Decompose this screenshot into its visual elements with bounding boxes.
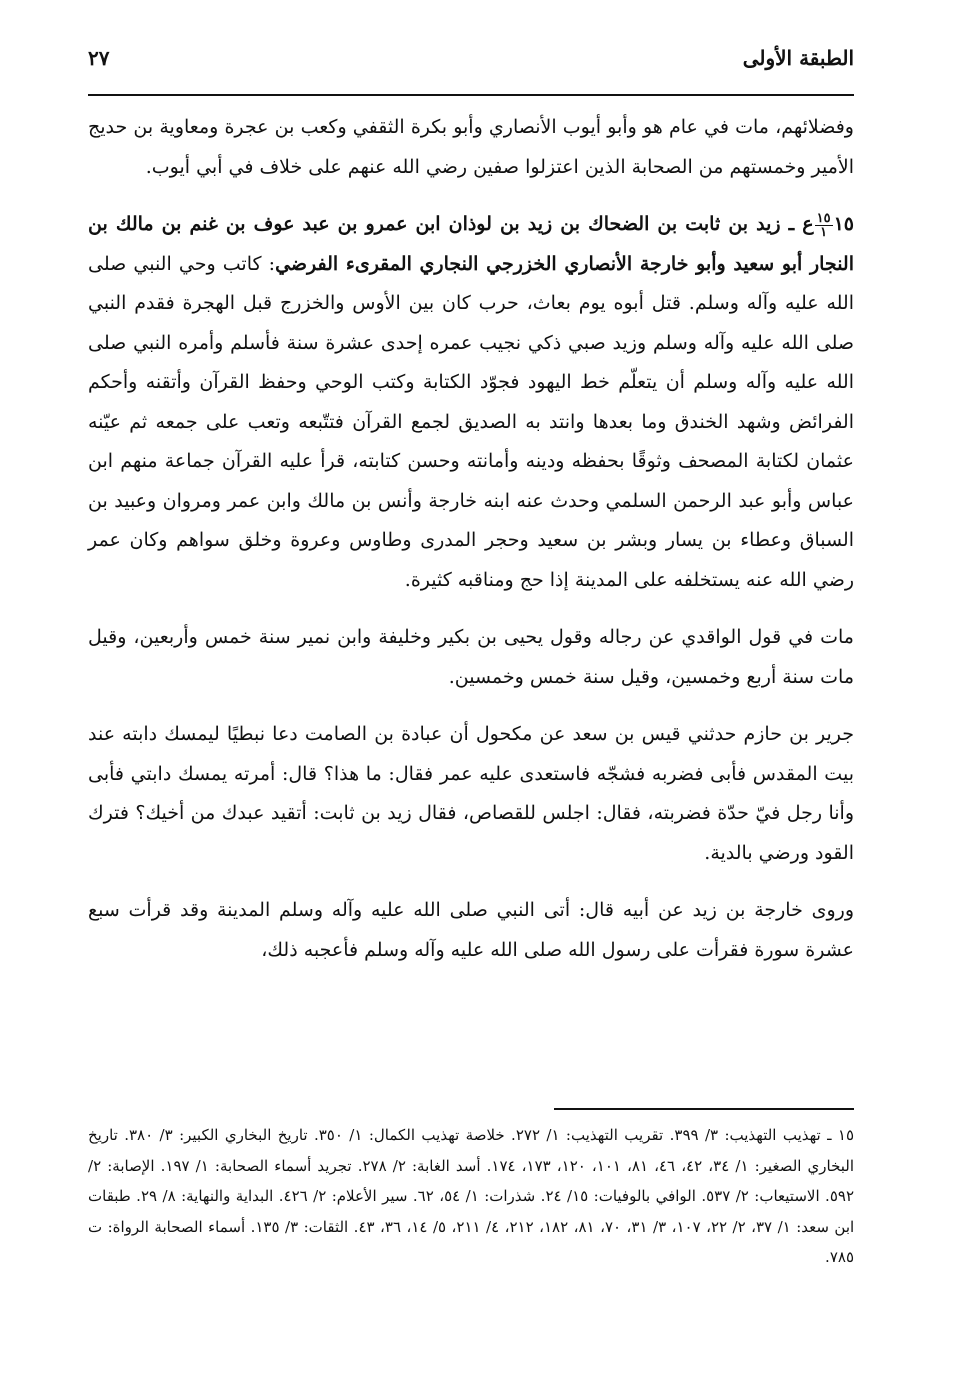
- entry-text: : كاتب وحي النبي صلى الله عليه وآله وسلم. قتل أبوه يوم بعاث، حرب كان بين الأوس والخزرج قبل الهجرة فقدم النبي صلى الله عليه وآله وسلم وزيد صبي ذكي نجيب عمره إحدى عشرة سنة فأسلم وأمره النبي صلى الله عليه وآله وسلم أن يتعلّم خط اليهود فجوّد الكتابة وكتب الوحي وحفظ القرآن وأتقنه وأحكم الفرائض وشهد الخندق وما بعدها وانتد به الصديق لجمع القرآن فتتّبعه وتعب على جمعه ثم عيّنه عثمان لكتابة المصحف وثوقًا بحفظه ودينه وأمانته وحسن كتابته، قرأ عليه القرآن جماعة منهم ابن عباس وأبو عبد الرحمن السلمي وحدث عنه ابنه خارجة وأنس بن مالك وابن عمر ومروان وعبيد بن السباق وعطاء بن يسار وبشر بن سعيد وحجر المدرى وطاوس وعروة وخلق سواهم وكان عمر رضي الله عنه يستخلفه على المدينة إذا حج ومناقبه كثيرة.: [88, 252, 854, 591]
- entry-name: ـ زيد بن ثابت بن الضحاك بن زيد بن لوذان ابن عمرو بن عبد عوف بن غنم بن مالك بن النجار أبو سعيد وأبو خارجة الأنصاري الخزرجي النجاري المقرىء الفرضي: [88, 213, 854, 275]
- fraction-denominator: ١: [820, 224, 828, 240]
- paragraph-anecdote: جرير بن حازم حدثني قيس بن سعد عن مكحول أن عبادة بن الصامت دعا نبطيًا ليمسك دابته عند بيت المقدس فأبى فضربه فشجّه فاستعدى عليه عمر فقال: ما هذا؟ قال: أمرته يمسك دابتي فأبى وأنا رجل فيّ حدّة فضربته، فقال: اجلس للقصاص، فقال زيد بن ثابت: أتقيد عبدك من أخيك؟ فترك القود ورضي بالدية.: [88, 723, 854, 864]
- main-text: [88, 108, 854, 988]
- paragraph-continuation: وفضلائهم، مات في عام هو وأبو أيوب الأنصاري وأبو بكرة الثقفي وكعب بن عجرة ومعاوية بن حديج الأمير وخمستهم من الصحابة الذين اعتزلوا صفين رضي الله عنهم على خلاف في أبي أيوب.: [88, 116, 854, 178]
- page-header: [88, 36, 854, 86]
- footnote-rule: [554, 1108, 854, 1110]
- footnote-15: ١٥ ـ تهذيب التهذيب: ٣/ ٣٩٩. تقريب التهذيب: ١/ ٢٧٢. خلاصة تهذيب الكمال: ١/ ٣٥٠. تاريخ البخاري الكبير: ٣/ ٣٨٠. تاريخ البخاري الصغير: ١/ ٣٤، ٤٢، ٤٦، ٨١، ١٠١، ١٢٠، ١٧٣، ١٧٤. أسد الغابة: ٢/ ٢٧٨. تجريد أسماء الصحابة: ١/ ١٩٧. الإصابة: ٢/ ٥٩٢. الاستيعاب: ٢/ ٥٣٧. الوافي بالوفيات: ١٥/ ٢٤. شذرات: ١/ ٥٤، ٦٢. سير الأعلام: ٢/ ٤٢٦. البداية والنهاية: ٨/ ٢٩. طبقات ابن سعد: ١/ ٣٧، ٢/ ٢٢، ١٠٧، ٣/ ٣١، ٧٠، ٨١، ١٨٢، ٢١٢، ٤/ ٢١١، ٥/ ١٤، ٣٦، ٤٣. الثقات: ٣/ ١٣٥. أسماء الصحابة الرواة: ت ٧٨٥.: [88, 1126, 855, 1266]
- paragraph-narration: وروى خارجة بن زيد عن أبيه قال: أتى النبي صلى الله عليه وآله وسلم المدينة وقد قرأت سبع عشرة سورة فقرأت على رسول الله صلى الله عليه وآله وسلم فأعجبه ذلك،: [88, 899, 854, 961]
- fraction-numerator: ١٥: [816, 210, 831, 226]
- paragraph-death: مات في قول الواقدي عن رجاله وقول يحيى بن بكير وخليفة وابن نمير سنة خمس وأربعين، وقيل مات سنة أربع وخمسين، وقيل سنة خمس وخمسين.: [88, 626, 854, 688]
- page-number: ٢٧: [88, 46, 110, 70]
- entry-symbol: ع: [802, 213, 814, 235]
- footnotes: [88, 1120, 854, 1273]
- header-rule: [88, 94, 854, 96]
- biography-entry: [88, 205, 854, 600]
- running-title: الطبقة الأولى: [742, 46, 854, 70]
- entry-fraction: [815, 212, 833, 239]
- entry-number: ١٥: [833, 213, 854, 235]
